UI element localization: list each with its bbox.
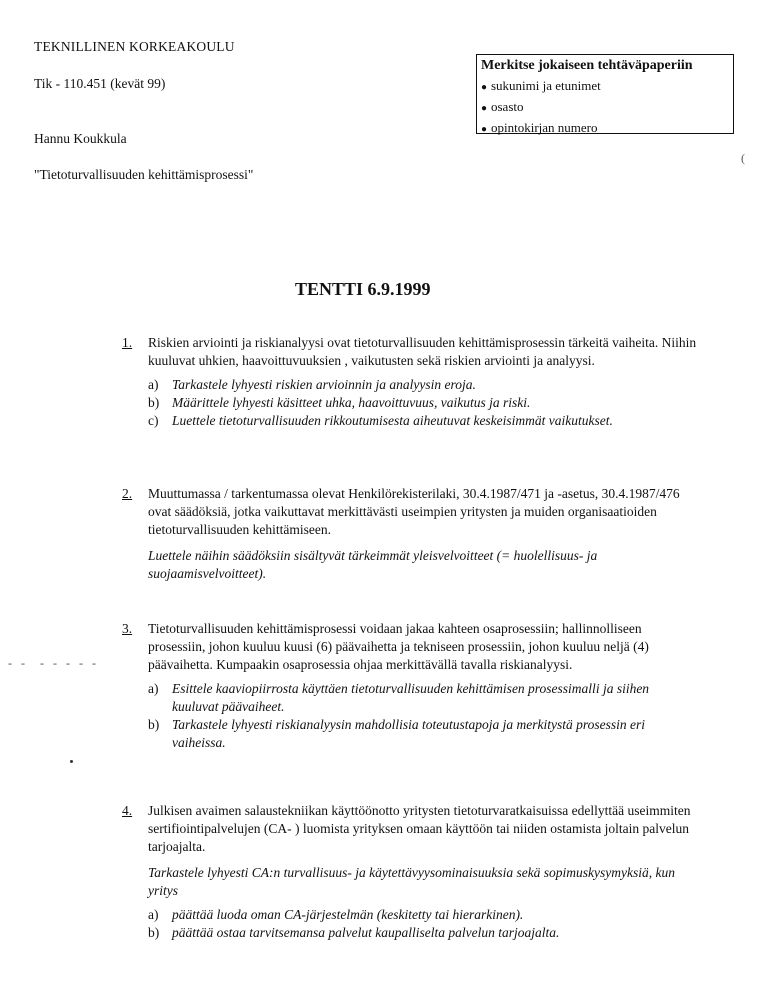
subquestion-text: Luettele tietoturvallisuuden rikkoutumisesta aiheutuvat keskeisimmät vaikutukset. bbox=[172, 413, 613, 428]
question-text: Riskien arviointi ja riskianalyysi ovat tietoturvallisuuden kehittämisprosessin tärkeitä vaiheita. Niihin kuuluvat uhkien, haavoittuvuuksien , vaikutusten sekä riskien arviointi ja analyysi. bbox=[148, 335, 697, 368]
subquestion-marker: c) bbox=[148, 413, 159, 428]
course-code: Tik - 110.451 (kevät 99) bbox=[34, 76, 166, 91]
question-3 bbox=[122, 620, 697, 752]
question-number: 2. bbox=[122, 486, 133, 501]
author-name: Hannu Koukkula bbox=[34, 131, 127, 146]
question-4 bbox=[122, 802, 697, 942]
subquestion-marker: b) bbox=[148, 717, 160, 732]
bullet-icon: ● bbox=[481, 82, 488, 93]
question-number: 1. bbox=[122, 335, 133, 350]
subquestion-marker: a) bbox=[148, 377, 159, 392]
subquestion-list bbox=[148, 376, 697, 430]
question-text: Tietoturvallisuuden kehittämisprosessi voidaan jakaa kahteen osaprosessiin; hallinnolliseen prosessiin, johon kuuluu kuusi (6) päävaihetta ja tekniseen prosessiin, johon kuuluu neljä (4) päävaihetta. Kumpaakin osaprosessia ohjaa merkittävällä tavalla riskianalyysi. bbox=[148, 621, 649, 672]
subquestion bbox=[148, 924, 697, 942]
question-number: 4. bbox=[122, 803, 133, 818]
scan-artifact-dot bbox=[70, 760, 73, 763]
subquestion bbox=[148, 376, 697, 394]
question-2 bbox=[122, 485, 697, 583]
question-text: Muuttumassa / tarkentumassa olevat Henkilörekisterilaki, 30.4.1987/471 ja -asetus, 30.4.1987/476 ovat säädöksiä, jotka vaikuttavat merkittävästi useimpien yritysten ja muiden organisaatioiden tietoturvallisuuden kehittämiseen. bbox=[148, 486, 680, 537]
subquestion-text: päättää luoda oman CA-järjestelmän (keskitetty tai hierarkinen). bbox=[172, 907, 524, 922]
scan-artifact-dashes: - - - - - - - bbox=[8, 656, 99, 670]
subquestion-marker: b) bbox=[148, 395, 160, 410]
instructions-list bbox=[481, 76, 729, 139]
school-name: TEKNILLINEN KORKEAKOULU bbox=[34, 39, 235, 54]
bullet-icon: ● bbox=[481, 103, 488, 114]
subquestion bbox=[148, 906, 697, 924]
course-title: "Tietoturvallisuuden kehittämisprosessi" bbox=[34, 167, 254, 182]
subquestion-marker: a) bbox=[148, 907, 159, 922]
subquestion-text: Tarkastele lyhyesti riskianalyysin mahdollisia toteutustapoja ja merkitystä prosessin eri vaiheissa. bbox=[172, 717, 645, 750]
subquestion bbox=[148, 412, 697, 430]
exam-title: TENTTI 6.9.1999 bbox=[295, 279, 431, 299]
subquestion-text: Tarkastele lyhyesti riskien arvioinnin ja analyysin eroja. bbox=[172, 377, 476, 392]
question-task: Tarkastele lyhyesti CA:n turvallisuus- ja käytettävyysominaisuuksia sekä sopimuskysymyksiä, kun yritys bbox=[148, 865, 676, 898]
subquestion bbox=[148, 716, 697, 752]
subquestion-text: Määrittele lyhyesti käsitteet uhka, haavoittuvuus, vaikutus ja riski. bbox=[172, 395, 531, 410]
question-number: 3. bbox=[122, 621, 133, 636]
instructions-title: Merkitse jokaiseen tehtäväpaperiin bbox=[481, 58, 693, 73]
instruction-item: ● osasto bbox=[481, 97, 729, 118]
subquestion-list bbox=[148, 906, 697, 942]
subquestion-list bbox=[148, 680, 697, 752]
instruction-item: ● sukunimi ja etunimet bbox=[481, 76, 729, 97]
question-task: Luettele näihin säädöksiin sisältyvät tärkeimmät yleisvelvoitteet (= huolellisuus- ja suojaamisvelvoitteet). bbox=[148, 548, 598, 581]
question-1 bbox=[122, 334, 697, 430]
subquestion bbox=[148, 680, 697, 716]
subquestion-marker: a) bbox=[148, 681, 159, 696]
subquestion-text: Esittele kaaviopiirrosta käyttäen tietoturvallisuuden kehittämisen prosessimalli ja siihen kuuluvat päävaiheet. bbox=[172, 681, 650, 714]
question-text: Julkisen avaimen salaustekniikan käyttöönotto yritysten tietoturvaratkaisuissa edellyttää useimmiten sertifiointipalvelujen (CA- ) luomista yrityksen omaan käyttöön tai niiden ostamista joltain palvelun tarjoajalta. bbox=[148, 803, 691, 854]
instruction-item: ● opintokirjan numero bbox=[481, 118, 729, 139]
bullet-icon: ● bbox=[481, 124, 488, 135]
subquestion-text: päättää ostaa tarvitsemansa palvelut kaupalliselta palvelun tarjoajalta. bbox=[172, 925, 560, 940]
subquestion bbox=[148, 394, 697, 412]
scan-artifact-mark: ( bbox=[741, 151, 745, 165]
instructions-box bbox=[476, 54, 734, 134]
subquestion-marker: b) bbox=[148, 925, 160, 940]
